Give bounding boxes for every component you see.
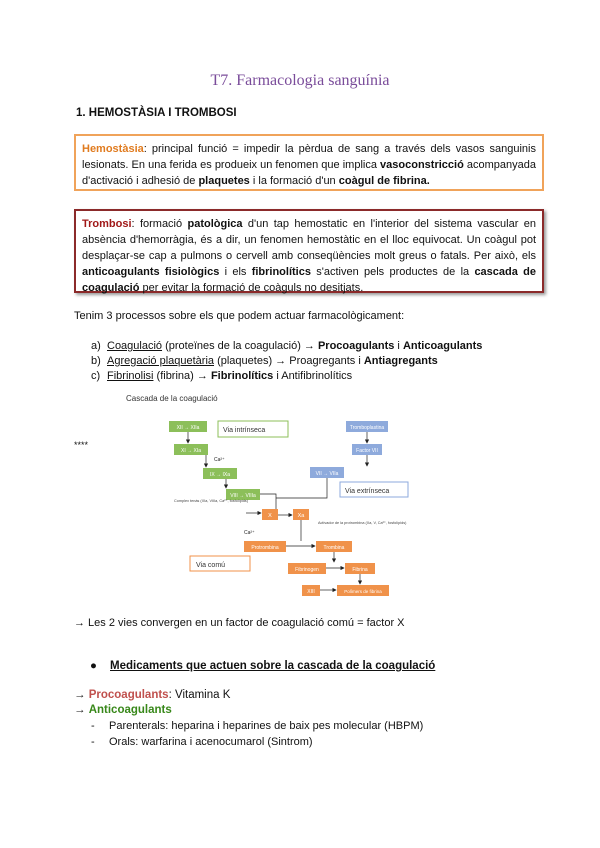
factor-xa-label: Xa [297,513,305,519]
arrow-glyph: → [74,704,89,716]
section-heading: 1. HEMOSTÀSIA I TROMBOSI [76,107,237,119]
page-title: T7. Farmacologia sanguínia [210,72,390,89]
polimers-label: Polímers de fibrina [344,589,382,594]
protrombina-label: Protrombina [251,545,279,551]
anticoagulants-label: Anticoagulants [88,704,172,716]
complex-tenase-label: Complex tenàs (IXa, VIIIa, Ca²⁺, fosfolípids) [174,499,248,503]
arrow [276,478,327,498]
list-marker: a) [91,340,101,352]
bold-term: Fibrinolítics [210,370,274,382]
bold-term: fibrinolítics [251,266,311,278]
factor-xii-label: XII → XIIa [176,425,200,431]
factor-vii-label: Factor VII [356,448,378,454]
text: : Vitamina K [168,689,231,701]
hemostasia-definition-box [74,134,544,191]
convergence-note: → Les 2 vies convergen en un factor de coagulació comú = factor X [74,617,405,629]
text: i la formació d'un [249,175,339,187]
process-name: Fibrinolisi [107,370,154,382]
list-item: - Parenterals: heparina i heparines de baix pes molecular (HBPM) [91,720,424,732]
list-item [91,354,482,369]
bold-term: Antiagregants [363,355,438,367]
bold-term: Anticoagulants [402,340,483,352]
text: (plaquetes) → Proagregants i [214,355,364,367]
factor-viia-label: VII → VIIa [315,471,339,477]
tromboplastina-label: Tromboplastina [349,425,385,431]
bold-term: plaquetes [198,175,250,187]
text: (proteïnes de la coagulació) → [162,340,318,352]
text: per evitar la formació de coàguls no desitjats. [139,282,364,294]
list-item: - Orals: warfarina i acenocumarol (Sintrom) [91,736,313,748]
anticoag-item: Orals: warfarina i acenocumarol (Sintrom) [109,736,313,748]
factor-x-label: X [268,513,272,519]
anticoagulants-line [74,704,172,716]
trombina-label: Trombina [323,545,345,551]
fibrina-label: Fibrina [352,567,368,573]
bold-term: vasoconstricció [380,159,464,171]
bullet-text: Medicaments que actuen sobre la cascada de la coagulació [110,660,436,672]
fibrinogen-label: Fibrinogen [295,567,319,573]
coagulation-cascade-diagram [96,388,436,598]
via-comu-label: Via comú [196,562,226,569]
text: d'un tap hemostatic en l'interior del sistema vascular en absència d'hemorràgia, és a dir, un fenomen hemostàtic en el lloc equivocat. Un coàgul pot desplaçar-se cap a pulmons o cervell amb conseqüències molt greus o fatals. Per això, els [82,218,536,262]
list-item [91,369,482,384]
calcium-label: Ca²⁺ [244,530,255,536]
bullet-heading [90,660,435,672]
text: (fibrina) → [153,370,211,382]
bold-term: anticoagulants fisiològics [82,266,220,278]
prothrombin-activator-label: Activador de la protrombina (Xa, V, Ca²⁺, fosfolípids) [318,521,407,525]
trombosi-label: Trombosi [82,218,132,230]
arrow-glyph: → [74,689,89,701]
text: i [394,340,403,352]
list-marker: b) [91,355,101,367]
process-list [91,339,482,384]
intro-paragraph: Tenim 3 processos sobre els que podem actuar farmacològicament: [74,310,405,322]
bold-term: coàgul de fibrina. [338,175,430,187]
text: : formació [131,218,188,230]
hemostasia-label: Hemostàsia [82,143,144,155]
text: s'activen pels productes de la [310,266,475,278]
via-intrinseca-label: Via intrínseca [223,427,266,434]
list-marker: c) [91,370,101,382]
bold-term: cascada de coagulació [82,266,536,294]
via-extrinseca-label: Via extrínseca [345,488,390,495]
factor-xiii-label: XIII [307,589,315,595]
diagram-title: Cascada de la coagulació [126,394,218,403]
text: : principal funció = impedir la pèrdua de sang a través dels vasos sanguinis lesionats. En una ferida es produeix un fenomen que implica [82,143,536,171]
process-name: Coagulació [107,340,163,352]
factor-viii-label: VIII → VIIIa [230,493,256,499]
bullet-dot: ● [90,660,97,672]
bold-term: Procoagulants [317,340,395,352]
process-name: Agregació plaquetària [107,355,215,367]
trombosi-definition-box [74,209,544,293]
calcium-label: Ca²⁺ [214,457,225,463]
text: i Antifibrinolítics [273,370,353,382]
text: i els [219,266,252,278]
text: acompanyada d'activació i adhesió de [82,159,536,187]
procoagulants-line [74,689,230,701]
anticoag-item: Parenterals: heparina i heparines de baix pes molecular (HBPM) [109,720,424,732]
bold-term: patològica [187,218,243,230]
factor-xi-label: XI → XIa [180,448,202,454]
stars-mark: **** [74,440,89,450]
factor-ix-label: IX → IXa [209,472,231,478]
list-item [91,339,482,354]
procoagulants-label: Procoagulants [88,689,169,701]
